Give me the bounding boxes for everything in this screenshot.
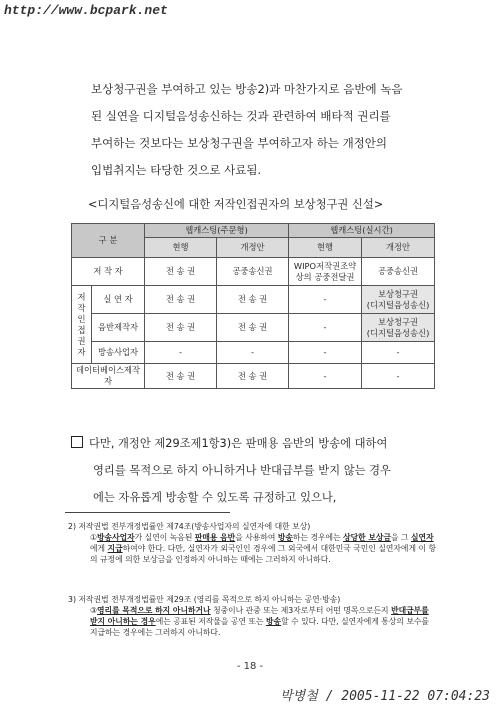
intro-line-2: 된 실연을 디지털음성송신하는 것과 관련하여 배타적 권리를 <box>91 109 391 123</box>
table-cell: 전 송 권 <box>145 286 217 314</box>
fn-emphasis: 방송 <box>277 533 293 542</box>
table-cell: 전 송 권 <box>217 364 289 389</box>
footnote-2-title: 2) 저작권법 전부개정법률안 제74조(방송사업자의 실연자에 대한 보상) <box>68 522 311 531</box>
reward-line-1: 보상청구권 <box>378 288 419 299</box>
table-cell: 전 송 권 <box>145 314 217 342</box>
table-cell: - <box>289 364 362 389</box>
intro-line-1: 보상청구권을 부여하고 있는 방송2)과 마찬가지로 음반에 녹음 <box>91 82 403 96</box>
fn-text: 을 그 <box>390 533 412 542</box>
table-cell-reward <box>362 314 435 342</box>
group-label-char: 인 <box>77 313 86 324</box>
group-header-on-demand: 웹캐스팅(주문형) <box>145 224 289 238</box>
fn-text: ③ <box>90 606 97 615</box>
wipo-line-1: WIPO저작권조약 <box>293 260 357 271</box>
table-cell: - <box>289 314 362 342</box>
intro-line-4: 입법취지는 타당한 것으로 사료됨. <box>91 163 262 177</box>
row-label-performer: 실 연 자 <box>92 286 145 314</box>
group-label-char: 작 <box>77 302 86 313</box>
group-label-char: 자 <box>77 346 86 357</box>
fn-text: 을 사용하여 <box>235 533 278 542</box>
fn-text: 에는 공표된 저작물을 공연 또는 <box>155 617 266 626</box>
table-cell: 전 송 권 <box>145 364 217 389</box>
table-cell-reward <box>362 286 435 314</box>
watermark: http://www.bcpark.net <box>4 3 168 18</box>
group-label-neighboring-rights <box>72 286 92 364</box>
fn-text: 청중이나 관중 또는 제3자로부터 어떤 명목으로든지 <box>210 606 392 615</box>
fn-emphasis: 영리를 목적으로 하지 아니하거나 <box>97 606 211 615</box>
fn-text: ① <box>90 533 97 542</box>
section-heading: <디지털음성송신에 대한 저작인접권자의 보상청구권 신설> <box>88 198 384 211</box>
table-cell: - <box>145 342 217 364</box>
row-label-author: 저 작 자 <box>72 258 145 286</box>
reward-line-2: (디지털음성송신) <box>366 327 430 338</box>
fn-text: 에게 <box>90 544 108 553</box>
fn-emphasis: 반대급부를 받지 아니하는 경우 <box>90 606 429 626</box>
group-label-char: 저 <box>77 291 86 302</box>
subheader-current-1: 현행 <box>145 238 217 258</box>
fn-text: 가 실연이 녹음된 <box>134 533 195 542</box>
bullet-line-3: 에는 자유롭게 방송할 수 있도록 규정하고 있으나, <box>93 491 337 504</box>
table-cell: 전 송 권 <box>217 286 289 314</box>
table-cell: 전 송 권 <box>217 314 289 342</box>
intro-paragraph <box>91 76 431 184</box>
fn-text: 하여야 한다. 다만, 실연자가 외국인인 경우에 그 외국에서 대한민국 국민인 실연자에게 이 항의 규정에 의한 보상금을 인정하지 아니하는 때에는 그러하지 아니하다. <box>90 544 436 564</box>
rights-comparison-table <box>71 223 435 389</box>
group-label-char: 권 <box>77 335 86 346</box>
fn-text: 할 수 있다. 다만, 실연자에게 통상의 보수를 지급하는 경우에는 그러하지 아니하다. <box>90 617 429 637</box>
group-label-text <box>72 292 91 358</box>
fn-text: 하는 경우에는 <box>292 533 344 542</box>
footnote-3-title: 3) 저작권법 전부개정법률안 제29조 (영리를 목적으로 하지 아니하는 공연·방송) <box>68 595 341 604</box>
author-timestamp-stamp: 박병철 / 2005-11-22 07:04:23 <box>280 689 490 704</box>
bullet-line-2: 영리를 목적으로 하지 아니하거나 반대급부를 받지 않는 경우 <box>93 464 391 477</box>
bullet-line-1: 다만, 개정안 제29조제1항3)은 판매용 음반의 방송에 대하여 <box>89 437 388 450</box>
reward-line-2: (디지털음성송신) <box>366 299 430 310</box>
fn-emphasis: 판매용 음반 <box>194 533 236 542</box>
bullet-line-1-wrap <box>71 430 441 457</box>
fn-emphasis: 방송 <box>266 617 282 626</box>
subheader-proposal-2: 개정안 <box>362 238 435 258</box>
page-number: - 18 - <box>236 661 264 672</box>
checkbox-square-icon <box>71 436 83 448</box>
fn-emphasis: 방송사업자 <box>97 533 135 542</box>
intro-line-3: 부여하는 것보다는 보상청구권을 부여하고자 하는 개정안의 <box>91 136 387 150</box>
footnote-3 <box>68 594 438 638</box>
fn-emphasis: 상당한 보상금 <box>343 533 391 542</box>
table-corner-header: 구 분 <box>72 224 145 258</box>
table-cell: - <box>362 342 435 364</box>
fn-emphasis: 실연자 <box>411 533 434 542</box>
fn-emphasis: 지급 <box>107 544 123 553</box>
table-cell: - <box>362 364 435 389</box>
row-label-broadcaster: 방송사업자 <box>92 342 145 364</box>
group-header-realtime: 웹캐스팅(실시간) <box>289 224 435 238</box>
group-label-char: 접 <box>77 324 86 335</box>
subheader-proposal-1: 개정안 <box>217 238 289 258</box>
wipo-line-2: 상의 공중전달권 <box>295 271 355 282</box>
row-label-record-producer: 음반제작자 <box>92 314 145 342</box>
table-cell: 공중송신권 <box>217 258 289 286</box>
table-cell-wipo <box>289 258 362 286</box>
subheader-current-2: 현행 <box>289 238 362 258</box>
table-cell: 전 송 권 <box>145 258 217 286</box>
footnote-divider <box>65 512 230 513</box>
footnote-3-body <box>68 605 438 638</box>
row-label-database-producer: 데이터베이스제작자 <box>72 364 145 389</box>
table-cell: - <box>289 286 362 314</box>
footnote-2 <box>68 521 438 565</box>
table-cell: - <box>217 342 289 364</box>
bullet-paragraph <box>71 430 441 511</box>
table-cell: 공중송신권 <box>362 258 435 286</box>
footnote-2-body <box>68 532 438 565</box>
table-cell: - <box>289 342 362 364</box>
reward-line-1: 보상청구권 <box>378 316 419 327</box>
